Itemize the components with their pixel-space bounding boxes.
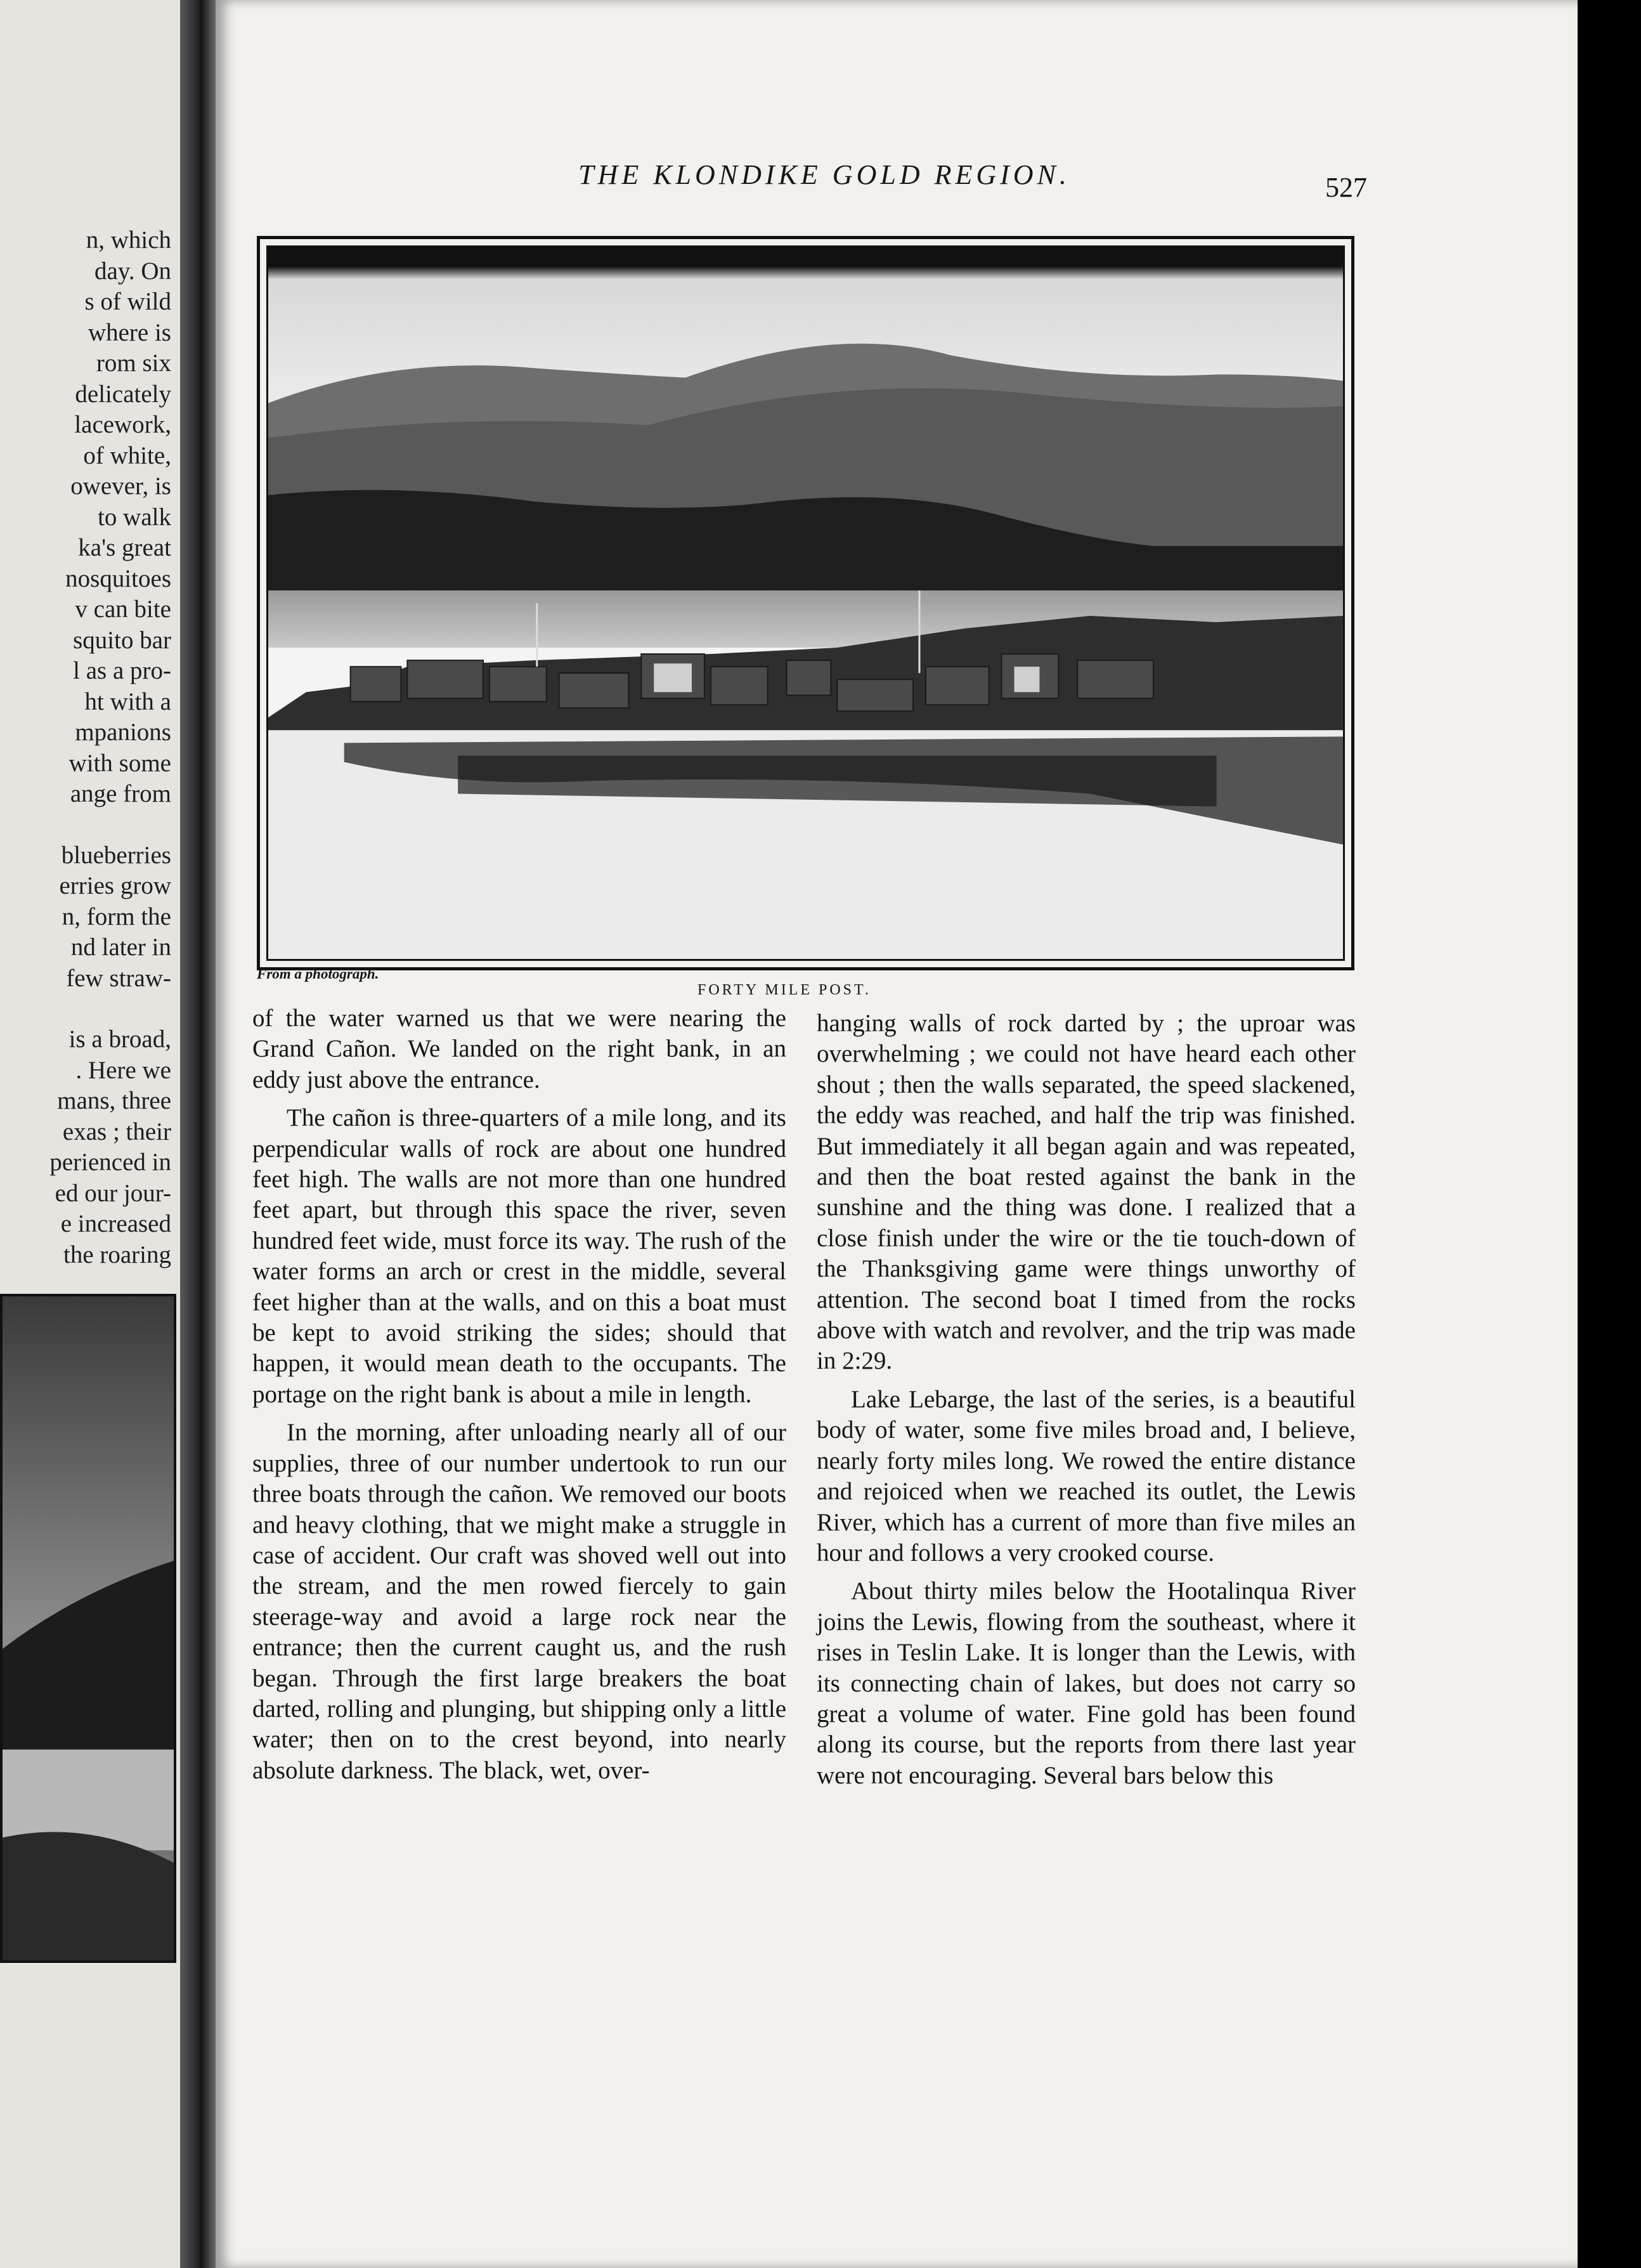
previous-page-line: perienced in xyxy=(49,1149,171,1176)
previous-page-line: ka's great xyxy=(78,534,171,561)
running-header: THE KLONDIKE GOLD REGION. xyxy=(578,159,1070,190)
paragraph: About thirty miles below the Hootalinqua River joins the Lewis, flowing from the southeast, where it rises in Teslin Lake. It is longer than the Lewis, with its connecting chain of lakes, but does not carry so great a volume of water. Fine gold has been found along its course, but the reports from there last year were not encouraging. Several bars below this xyxy=(817,1577,1356,1789)
previous-page-text xyxy=(0,225,171,1270)
paragraph: of the water warned us that we were nearing the Grand Cañon. We landed on the right bank, in an eddy just above the entrance. xyxy=(252,1005,786,1093)
article-column-left xyxy=(252,1003,786,1786)
previous-page-line: few straw- xyxy=(66,964,171,992)
photo-credit: From a photograph. xyxy=(257,966,379,982)
previous-page-block xyxy=(0,1024,171,1270)
previous-page-line: owever, is xyxy=(70,472,171,500)
previous-page-line: v can bite xyxy=(75,596,171,623)
article-column-right xyxy=(817,1008,1356,1791)
previous-page-line: exas ; their xyxy=(62,1118,171,1145)
previous-page-line: squito bar xyxy=(73,626,171,654)
previous-page-block xyxy=(0,225,171,810)
previous-page-line: day. On xyxy=(94,257,171,285)
previous-page-line: nd later in xyxy=(70,934,171,961)
previous-page-line: s of wild xyxy=(84,288,171,315)
forty-mile-post-photo xyxy=(266,245,1345,961)
previous-page-line: rom six xyxy=(96,349,171,377)
paragraph: In the morning, after unloading nearly all of our supplies, three of our number undertook to run our three boats through the cañon. We removed our boots and heavy clothing, that we might make a struggle in case of accident. Our craft was shoved well out into the stream, and the men rowed fiercely to gain steerage-way and avoid a large rock near the entrance; then the current caught us, and the rush began. Through the first large breakers the boat darted, rolling and plunging, but shipping only a little water; then on to the crest beyond, into nearly absolute darkness. The black, wet, over- xyxy=(252,1419,786,1784)
previous-page-line: nosquitoes xyxy=(65,564,171,592)
previous-page-illustration xyxy=(0,1294,176,1963)
previous-page-line: ht with a xyxy=(84,688,171,715)
photo-caption: FORTY MILE POST. xyxy=(697,982,871,998)
previous-page-line: erries grow xyxy=(59,872,171,899)
previous-page-line: . Here we xyxy=(75,1056,171,1084)
previous-page-line: delicately xyxy=(75,380,171,408)
previous-page-line: the roaring xyxy=(63,1241,171,1268)
previous-page-line: mpanions xyxy=(75,719,171,746)
previous-page-line: is a broad, xyxy=(68,1026,171,1053)
paragraph: hanging walls of rock darted by ; the uproar was overwhelming ; we could not have heard each other shout ; then the walls separated, the speed slackened, the eddy was reached, and half the trip was finished. But immediately it all began again and was repeated, and then the boat rested against the bank in the sunshine and the thing was done. I realized that a close finish under the wire or the tie touch-down of the Thanksgiving game were things unworthy of attention. The second boat I timed from the rocks above with watch and revolver, and the trip was made in 2:29. xyxy=(817,1010,1356,1375)
previous-page-line: with some xyxy=(68,749,171,777)
previous-page-line: of white, xyxy=(83,441,171,469)
previous-page-line: mans, three xyxy=(57,1087,171,1114)
previous-page-line: ed our jour- xyxy=(55,1179,171,1207)
paragraph: The cañon is three-quarters of a mile long, and its perpendicular walls of rock are about one hundred feet high. The walls are not more than one hundred feet apart, but through this space the river, seven hundred feet wide, must force its way. The rush of the water forms an arch or crest in the middle, several feet higher than at the walls, and on this a boat must be kept to avoid striking the sides; should that happen, it would mean death to the occupants. The portage on the right bank is about a mile in length. xyxy=(252,1104,786,1408)
previous-page-line: n, which xyxy=(86,226,171,254)
previous-page-fragment xyxy=(0,0,180,2268)
previous-page-line: ange from xyxy=(70,780,171,807)
previous-page-block xyxy=(0,840,171,994)
previous-page-line: where is xyxy=(88,318,171,346)
previous-page-line: n, form the xyxy=(62,903,171,930)
book-gutter xyxy=(180,0,216,2268)
previous-page-line: blueberries xyxy=(61,841,171,869)
page-number: 527 xyxy=(1325,172,1367,203)
previous-page-line: to walk xyxy=(98,503,171,531)
previous-page-line: e increased xyxy=(60,1210,171,1237)
previous-page-line: lacework, xyxy=(74,411,171,438)
photo-plate xyxy=(257,236,1354,970)
previous-page-line: l as a pro- xyxy=(73,657,171,684)
paragraph: Lake Lebarge, the last of the series, is a beautiful body of water, some five miles broad and, I believe, nearly forty miles long. We rowed the entire distance and rejoiced when we reached its outlet, the Lewis River, which has a current of more than five miles an hour and follows a very crooked course. xyxy=(817,1385,1356,1567)
